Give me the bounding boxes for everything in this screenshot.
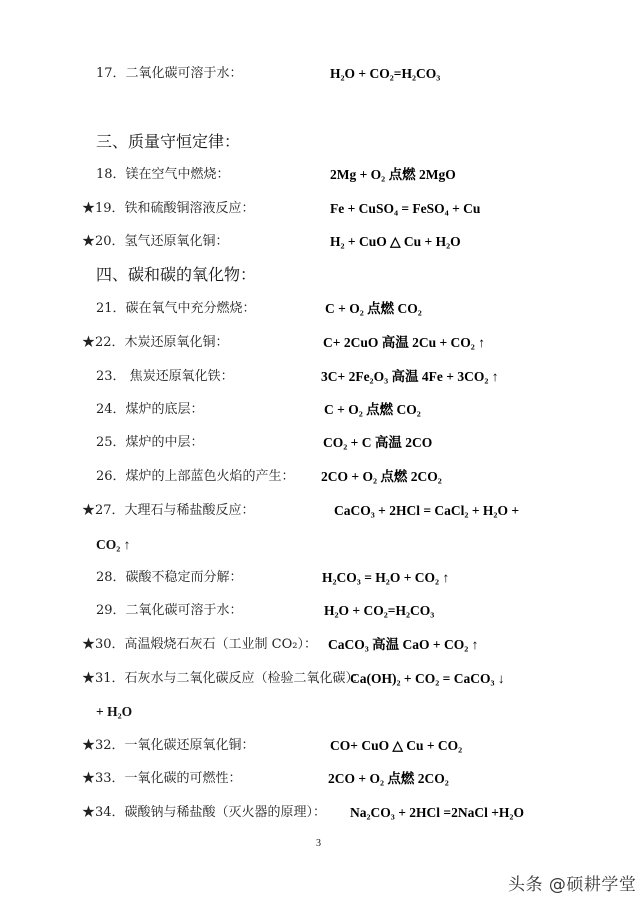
reaction-equation: CO₂ + C 高温 2CO — [323, 435, 433, 450]
reaction-equation: C + O₂ 点燃 CO₂ — [324, 402, 421, 417]
section-heading: 四、碳和碳的氧化物： — [96, 265, 257, 284]
reaction-equation: CaCO₃ 高温 CaO + CO₂ ↑ — [328, 637, 479, 652]
reaction-label: 23． 焦炭还原氧化铁： — [96, 369, 234, 384]
reaction-label: ★34．碳酸钠与稀盐酸（灭火器的原理）： — [82, 805, 327, 820]
reaction-label: ★32．一氧化碳还原氧化铜： — [82, 738, 255, 753]
reaction-label: 25．煤炉的中层： — [96, 435, 204, 450]
reaction-label: 26．煤炉的上部蓝色火焰的产生： — [96, 469, 295, 484]
reaction-label: 24．煤炉的底层： — [96, 402, 204, 417]
page-number: 3 — [316, 838, 321, 849]
reaction-label: ★27．大理石与稀盐酸反应： — [82, 503, 255, 518]
reaction-equation: Fe + CuSO₄ = FeSO₄ + Cu — [330, 201, 481, 216]
reaction-label: 21．碳在氧气中充分燃烧： — [96, 301, 256, 316]
reaction-equation: C + O₂ 点燃 CO₂ — [325, 301, 422, 316]
reaction-equation: H₂O + CO₂=H₂CO₃ — [330, 66, 441, 81]
equation-row — [82, 499, 620, 523]
equation-row — [96, 599, 620, 623]
equation-row — [96, 163, 620, 187]
equation-row — [82, 230, 620, 254]
reaction-equation: C+ 2CuO 高温 2Cu + CO₂ ↑ — [323, 335, 485, 350]
equation-row — [96, 431, 620, 455]
reaction-label: ★20．氢气还原氧化铜： — [82, 234, 229, 249]
reaction-label: ★30．高温煅烧石灰石（工业制 CO₂）： — [82, 637, 317, 652]
equation-continuation: CO₂ ↑ — [96, 537, 131, 552]
equation-row — [82, 197, 620, 221]
reaction-equation: Na₂CO₃ + 2HCl =2NaCl +H₂O — [350, 805, 524, 820]
equation-continuation: + H₂O — [96, 704, 133, 719]
section-heading: 三、质量守恒定律： — [96, 132, 241, 151]
equation-row — [82, 633, 620, 657]
equation-row — [96, 398, 620, 422]
reaction-label: 28．碳酸不稳定而分解： — [96, 570, 243, 585]
reaction-label: 17．二氧化碳可溶于水： — [96, 66, 243, 81]
reaction-equation: H₂ + CuO △ Cu + H₂O — [330, 234, 461, 249]
equation-row — [96, 297, 620, 321]
equation-row — [82, 801, 620, 825]
reaction-label: ★19．铁和硫酸铜溶液反应： — [82, 201, 255, 216]
reaction-label: ★33．一氧化碳的可燃性： — [82, 771, 242, 786]
equation-row — [96, 62, 620, 86]
equation-row — [82, 667, 620, 691]
reaction-equation: 3C+ 2Fe₂O₃ 高温 4Fe + 3CO₂ ↑ — [321, 369, 499, 384]
equation-row — [96, 365, 620, 389]
equation-row — [96, 566, 620, 590]
equation-row — [96, 465, 620, 489]
reaction-equation: 2Mg + O₂ 点燃 2MgO — [330, 167, 456, 182]
watermark: 头条 @硕耕学堂 — [508, 875, 637, 895]
reaction-equation: H₂CO₃ = H₂O + CO₂ ↑ — [322, 570, 450, 585]
reaction-label: ★31．石灰水与二氧化碳反应（检验二氧化碳）： — [82, 671, 366, 686]
equation-row — [82, 331, 620, 355]
reaction-label: 29．二氧化碳可溶于水： — [96, 603, 243, 618]
reaction-equation: 2CO + O₂ 点燃 2CO₂ — [321, 469, 442, 484]
reaction-label: 18．镁在空气中燃烧： — [96, 167, 230, 182]
reaction-equation: CO+ CuO △ Cu + CO₂ — [330, 738, 463, 753]
reaction-equation: Ca(OH)₂ + CO₂ = CaCO₃ ↓ — [350, 671, 505, 686]
reaction-label: ★22．木炭还原氧化铜： — [82, 335, 229, 350]
equation-row — [82, 767, 620, 791]
reaction-equation: H₂O + CO₂=H₂CO₃ — [324, 603, 435, 618]
reaction-equation: CaCO₃ + 2HCl = CaCl₂ + H₂O + — [334, 503, 520, 518]
reaction-equation: 2CO + O₂ 点燃 2CO₂ — [328, 771, 449, 786]
equation-row — [82, 734, 620, 758]
